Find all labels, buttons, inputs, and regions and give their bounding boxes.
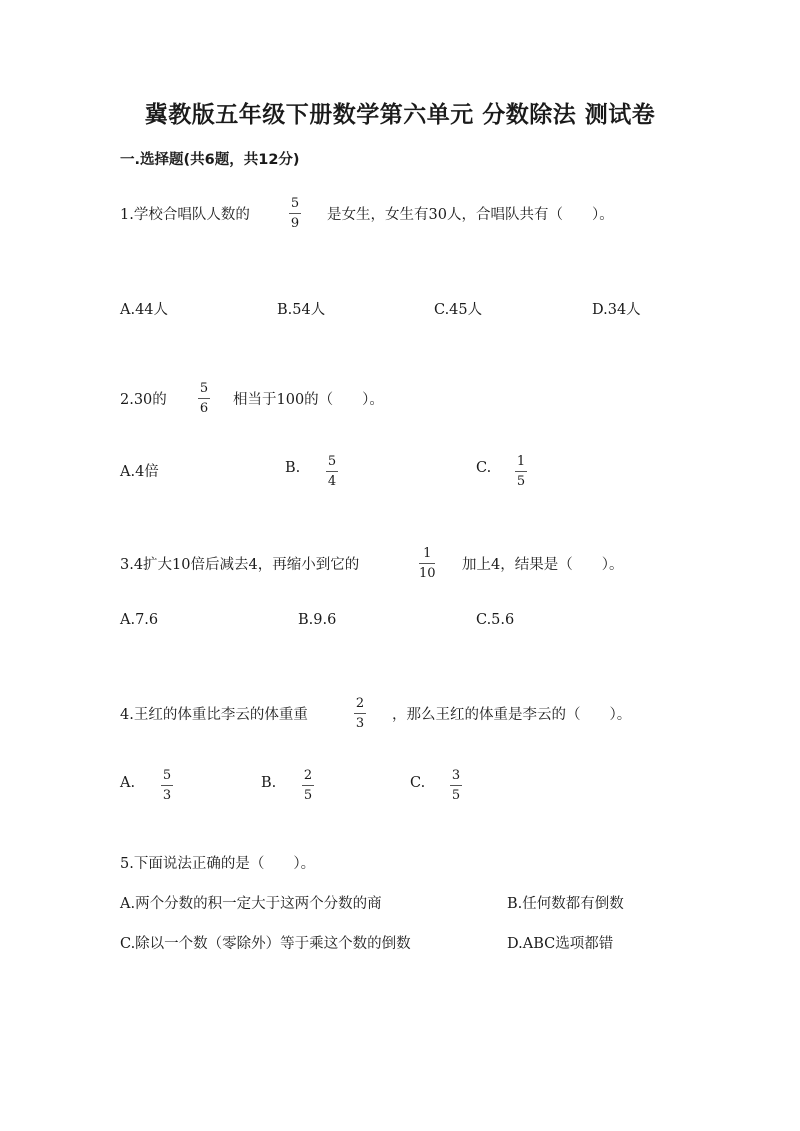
fraction-denominator: 5 (516, 474, 526, 489)
question-5-option-d[interactable]: D.ABC选项都错 (507, 936, 614, 952)
question-5-option-c[interactable]: C.除以一个数（零除外）等于乘这个数的倒数 (120, 936, 411, 952)
question-3-option-c[interactable]: C.5.6 (476, 612, 515, 628)
page-title: 冀教版五年级下册数学第六单元 分数除法 测试卷 (144, 102, 656, 128)
fraction-numerator: 2 (303, 768, 313, 783)
question-3-option-a[interactable]: A.7.6 (120, 612, 159, 628)
fraction-numerator: 5 (162, 768, 172, 783)
option-label: B. (285, 460, 301, 476)
option-fraction (326, 454, 338, 489)
option-label: A. (120, 775, 136, 791)
fraction-bar (450, 785, 462, 786)
fraction-numerator: 2 (355, 696, 365, 711)
question-3-stem-pre: 3.4扩大10倍后减去4，再缩小到它的 (120, 557, 360, 573)
option-fraction (450, 768, 462, 803)
question-2-option-a[interactable]: A.4倍 (120, 464, 159, 480)
fraction-numerator: 1 (423, 546, 432, 561)
question-2-stem-post: 相当于100的（ ）。 (233, 392, 384, 408)
fraction-bar (354, 713, 366, 714)
fraction-denominator: 5 (303, 788, 313, 803)
fraction-denominator: 3 (162, 788, 172, 803)
option-fraction (302, 768, 314, 803)
fraction-numerator: 1 (516, 454, 526, 469)
option-label: C. (410, 775, 426, 791)
fraction-denominator: 5 (451, 788, 461, 803)
fraction-bar (161, 785, 173, 786)
question-2-stem-pre: 2.30的 (120, 392, 167, 408)
question-2-fraction (198, 381, 210, 416)
fraction-numerator: 5 (199, 381, 209, 396)
fraction-numerator: 5 (327, 454, 337, 469)
section-heading: 一.选择题(共6题，共12分) (120, 152, 300, 168)
option-fraction (515, 454, 527, 489)
fraction-bar (198, 398, 210, 399)
question-5-option-b[interactable]: B.任何数都有倒数 (507, 896, 624, 912)
question-1-fraction (289, 196, 301, 231)
question-1-option-d[interactable]: D.34人 (592, 302, 641, 318)
question-3-fraction (419, 546, 436, 581)
fraction-bar (289, 213, 301, 214)
fraction-bar (419, 563, 435, 564)
question-1-option-a[interactable]: A.44人 (120, 302, 169, 318)
question-1-stem-pre: 1.学校合唱队人数的 (120, 207, 250, 223)
fraction-denominator: 3 (355, 716, 365, 731)
question-3-option-b[interactable]: B.9.6 (298, 612, 337, 628)
fraction-denominator: 9 (290, 216, 300, 231)
question-4-stem-pre: 4.王红的体重比李云的体重重 (120, 707, 308, 723)
question-1-stem-post: 是女生，女生有30人，合唱队共有（ ）。 (327, 207, 614, 223)
option-label: C. (476, 460, 492, 476)
question-5-option-a[interactable]: A.两个分数的积一定大于这两个分数的商 (120, 896, 382, 912)
option-fraction (161, 768, 173, 803)
question-5-stem: 5.下面说法正确的是（ ）。 (120, 856, 316, 872)
fraction-numerator: 5 (290, 196, 300, 211)
fraction-denominator: 10 (419, 566, 436, 581)
question-1-option-c[interactable]: C.45人 (434, 302, 483, 318)
fraction-bar (515, 471, 527, 472)
fraction-bar (302, 785, 314, 786)
question-3-stem-post: 加上4，结果是（ ）。 (462, 557, 624, 573)
question-4-fraction (354, 696, 366, 731)
question-1-option-b[interactable]: B.54人 (277, 302, 326, 318)
fraction-numerator: 3 (451, 768, 461, 783)
question-4-stem-post: ，那么王红的体重是李云的（ ）。 (392, 707, 632, 723)
fraction-denominator: 6 (199, 401, 209, 416)
option-label: B. (261, 775, 277, 791)
fraction-denominator: 4 (327, 474, 337, 489)
fraction-bar (326, 471, 338, 472)
